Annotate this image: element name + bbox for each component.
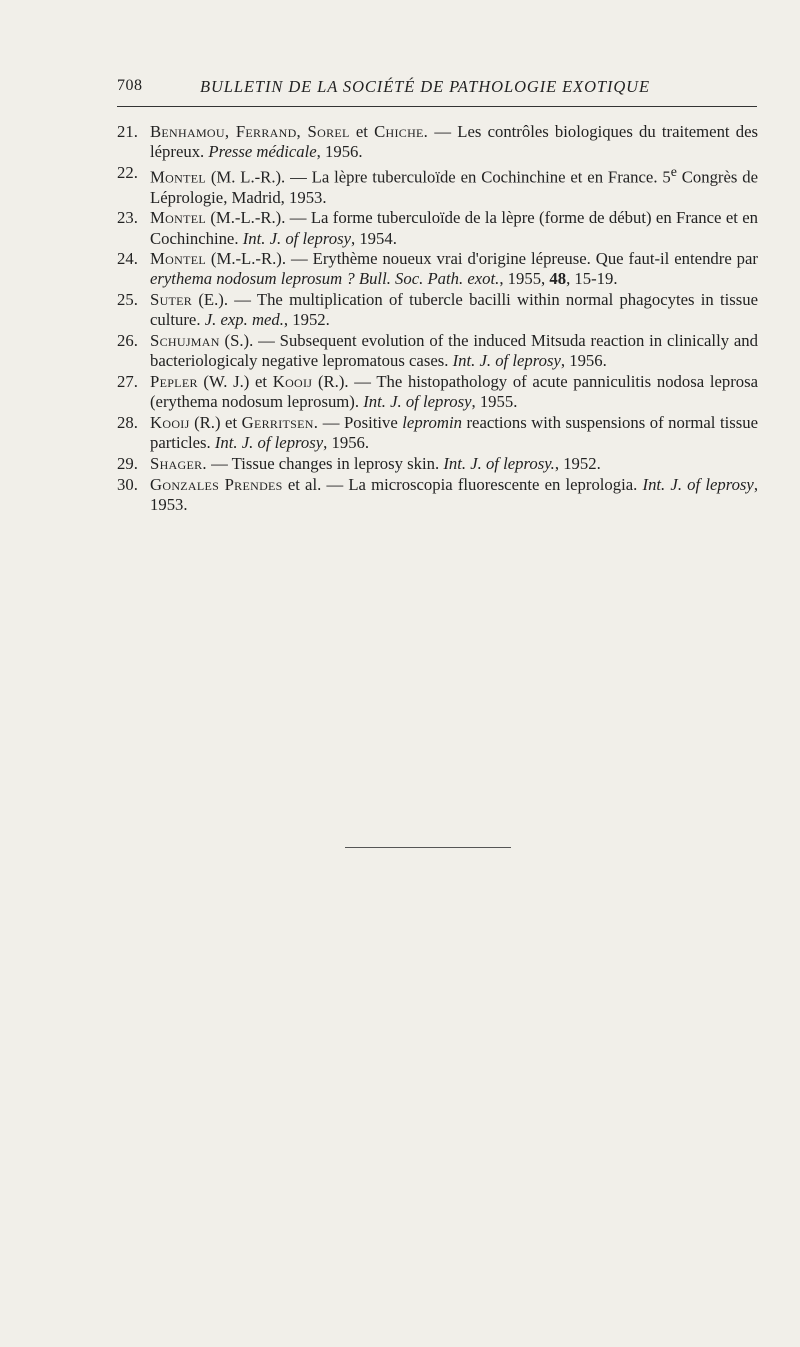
- section-separator-rule: [345, 847, 511, 848]
- reference-superscript: e: [670, 164, 677, 180]
- reference-30: [117, 475, 758, 515]
- reference-27: [117, 372, 758, 412]
- reference-text: (M.-L.-R.). — Erythème noueux vrai d'origine lépreuse. Que faut-il entendre par: [205, 249, 758, 269]
- reference-journal: Bull. Soc. Path. exot.: [358, 269, 500, 289]
- reference-author: Schujman: [150, 331, 220, 351]
- header-rule: [117, 106, 757, 107]
- reference-number: 21.: [117, 122, 138, 141]
- reference-author: Montel: [150, 167, 206, 187]
- reference-text: (M. L.-R.). — La lèpre tuberculoïde en Cochinchine et en France. 5: [205, 167, 671, 187]
- reference-tail: , 1952.: [283, 310, 330, 330]
- reference-24: [117, 249, 758, 289]
- reference-21: [117, 122, 758, 162]
- reference-23: [117, 208, 758, 248]
- reference-tail: , 1956.: [560, 351, 607, 371]
- reference-number: 24.: [117, 249, 138, 269]
- reference-author: Pepler: [150, 372, 198, 391]
- reference-italic-phrase: lepromin: [402, 412, 462, 432]
- reference-tail: , 1954.: [350, 228, 397, 248]
- reference-journal: Int. J. of leprosy: [452, 351, 561, 371]
- reference-tail: , 1955.: [471, 392, 518, 412]
- reference-author: Shager.: [150, 453, 207, 473]
- reference-text: Congrès de Léprologie, Madrid, 1953.: [150, 167, 758, 207]
- reference-journal: Int. J. of leprosy.: [443, 453, 555, 473]
- reference-text: (M.-L.-R.). — La forme tuberculoïde de la lèpre (forme de début) en France et en Cochinchine.: [150, 208, 758, 248]
- reference-journal: Presse médicale: [208, 142, 317, 162]
- reference-text: et al. — La microscopia fluorescente en leprologia.: [282, 474, 643, 494]
- reference-author: Suter: [150, 290, 193, 310]
- reference-22: [117, 163, 758, 208]
- reference-text: — Tissue changes in leprosy skin.: [206, 453, 444, 473]
- reference-text: reactions with suspensions of normal tissue particles.: [150, 412, 758, 453]
- running-header: [117, 77, 757, 99]
- reference-text: , 1955,: [499, 269, 550, 289]
- reference-number: 29.: [117, 453, 138, 473]
- reference-25: [117, 290, 758, 330]
- reference-number: 26.: [117, 331, 138, 351]
- reference-author: Kooij: [150, 412, 190, 432]
- reference-tail: , 1956.: [323, 433, 370, 453]
- reference-volume: 48: [549, 269, 567, 289]
- reference-journal: Int. J. of leprosy: [242, 228, 351, 248]
- reference-tail: , 1952.: [554, 453, 601, 473]
- reference-text: (S.). — Subsequent evolution of the induced Mitsuda reaction in clinically and bacteriologicaly negative lepromatous cases.: [150, 331, 758, 371]
- reference-italic-phrase: erythema nodosum leprosum ?: [150, 269, 355, 289]
- reference-author: Montel: [150, 249, 206, 269]
- reference-author: Montel: [150, 208, 206, 228]
- reference-number: 22.: [117, 162, 138, 182]
- reference-text: (R.) et: [189, 412, 242, 432]
- reference-text: (W. J.) et: [197, 372, 273, 391]
- reference-list: [117, 122, 758, 515]
- reference-journal: Int. J. of leprosy: [642, 474, 754, 494]
- reference-28: [117, 413, 758, 453]
- reference-tail: , 15-19.: [566, 269, 618, 289]
- reference-text: — Les contrôles biologiques du traitement des lépreux.: [150, 122, 758, 162]
- reference-text: et: [349, 122, 375, 141]
- reference-journal: J. exp. med.: [204, 310, 284, 330]
- journal-title: BULLETIN DE LA SOCIÉTÉ DE PATHOLOGIE EXOTIQUE: [200, 77, 650, 96]
- reference-text: (E.). — The multiplication of tubercle bacilli within normal phagocytes in tissue culture.: [150, 290, 758, 330]
- reference-journal: Int. J. of leprosy: [214, 433, 324, 453]
- reference-number: 25.: [117, 290, 138, 310]
- reference-number: 23.: [117, 208, 138, 228]
- reference-author: Chiche.: [374, 122, 429, 141]
- reference-number: 27.: [117, 372, 138, 391]
- reference-text: — Positive: [318, 412, 403, 432]
- reference-author: Gonzales Prendes: [150, 474, 283, 494]
- reference-29: [117, 454, 758, 474]
- reference-26: [117, 331, 758, 371]
- reference-tail: , 1953.: [150, 474, 759, 514]
- reference-tail: , 1956.: [316, 142, 363, 162]
- reference-journal: Int. J. of leprosy: [363, 392, 472, 412]
- reference-author: Kooij: [272, 372, 313, 391]
- reference-text: (R.). — The histopathology of acute panniculitis nodosa leprosa (erythema nodosum leprosum).: [150, 372, 759, 412]
- reference-author: Benhamou, Ferrand, Sorel: [150, 122, 350, 141]
- page-number: 708: [117, 77, 143, 94]
- reference-number: 28.: [117, 412, 138, 432]
- reference-number: 30.: [117, 474, 138, 494]
- reference-author: Gerritsen.: [241, 412, 319, 432]
